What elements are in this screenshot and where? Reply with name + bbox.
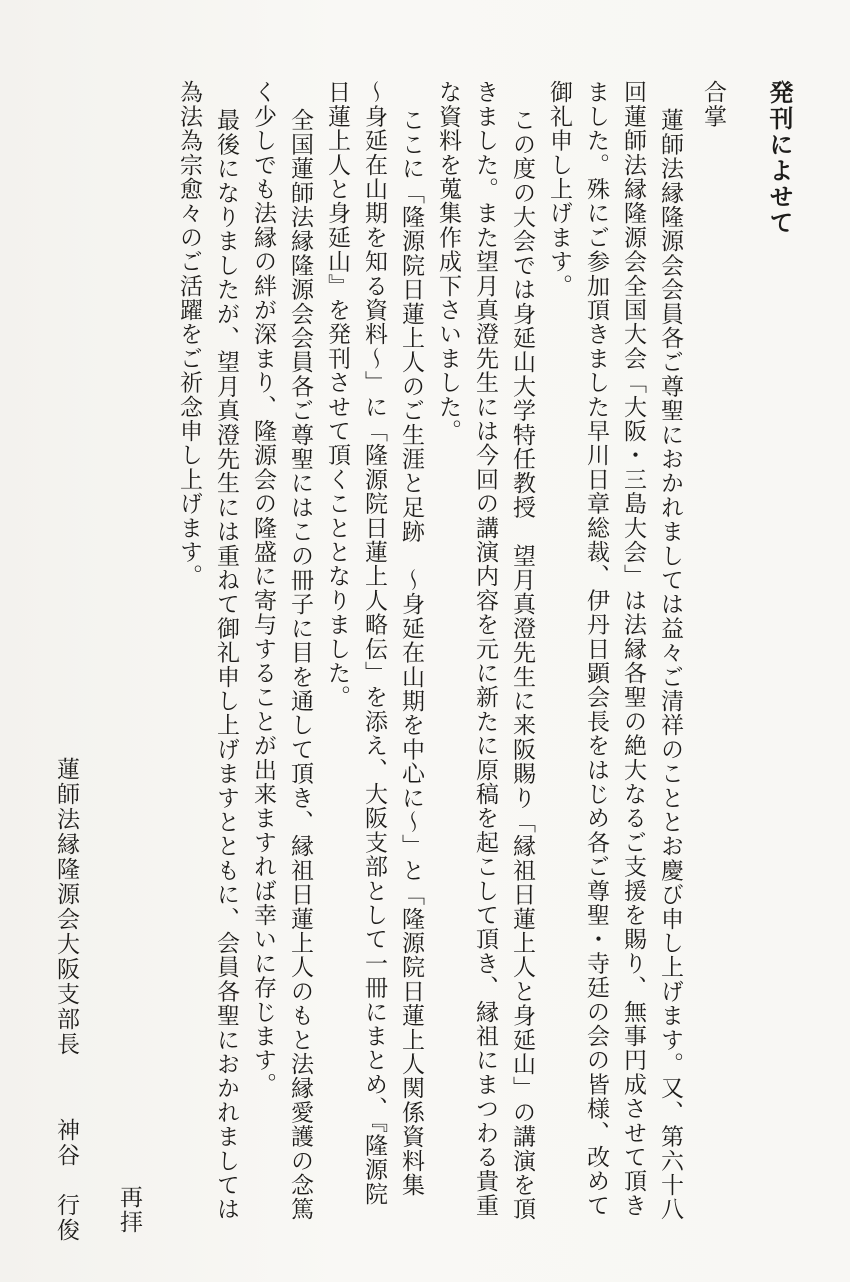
- body-line: この度の大会では身延山大学特任教授 望月真澄先生に来阪賜り「縁祖日蓮上人と身延山」の講演を頂: [509, 108, 535, 1222]
- body-line: 為法為宗愈々のご活躍をご祈念申し上げます。: [176, 80, 202, 589]
- document-title: 発刊によせて: [765, 80, 794, 236]
- signature-organization: 蓮師法縁隆源会大阪支部長: [53, 757, 79, 1057]
- body-line: 回蓮師法縁隆源会全国大会「大阪・三島大会」は法縁各聖の絶大なるご支援を賜り、無事円成させて頂き: [620, 80, 646, 1218]
- body-line: 最後になりましたが、望月真澄先生には重ねて御礼申し上げますとともに、会員各聖におかれましては: [213, 108, 239, 1222]
- body-line: 〜身延在山期を知る資料〜」に「隆源院日蓮上人略伝」を添え、大阪支部として一冊にまとめ、『隆源院: [361, 80, 387, 1206]
- body-line: きました。また望月真澄先生には今回の講演内容を元に新たに原稿を起こして頂き、縁祖にまつわる貴重: [472, 80, 498, 1218]
- body-line: く少しでも法縁の絆が深まり、隆源会の隆盛に寄与することが出来ますれば幸いに存じます。: [250, 80, 276, 1097]
- body-line: ました。殊にご参加頂きました早川日章総裁、伊丹日顕会長をはじめ各ご尊聖・寺廷の会の皆様、改めて: [583, 80, 609, 1218]
- body-line: 全国蓮師法縁隆源会会員各ご尊聖にはこの冊子に目を通して頂き、縁祖日蓮上人のもと法縁愛護の念篤: [287, 108, 313, 1222]
- body-line: 御礼申し上げます。: [546, 80, 572, 298]
- closing-text: 再拝: [116, 1185, 142, 1235]
- signature-name: 神谷 行俊: [53, 1118, 79, 1243]
- body-line: ここに「隆源院日蓮上人のご生涯と足跡 〜身延在山期を中心に〜」と「隆源院日蓮上人関係資料集: [398, 108, 424, 1197]
- body-line: 蓮師法縁隆源会会員各ご尊聖におかれましては益々ご清祥のこととお慶び申し上げます。又、第六十八: [657, 108, 683, 1222]
- body-line: な資料を蒐集作成下さいました。: [435, 80, 461, 443]
- greeting: 合掌: [700, 80, 726, 129]
- body-line: 日蓮上人と身延山』を発刊させて頂くこととなりました。: [324, 80, 350, 710]
